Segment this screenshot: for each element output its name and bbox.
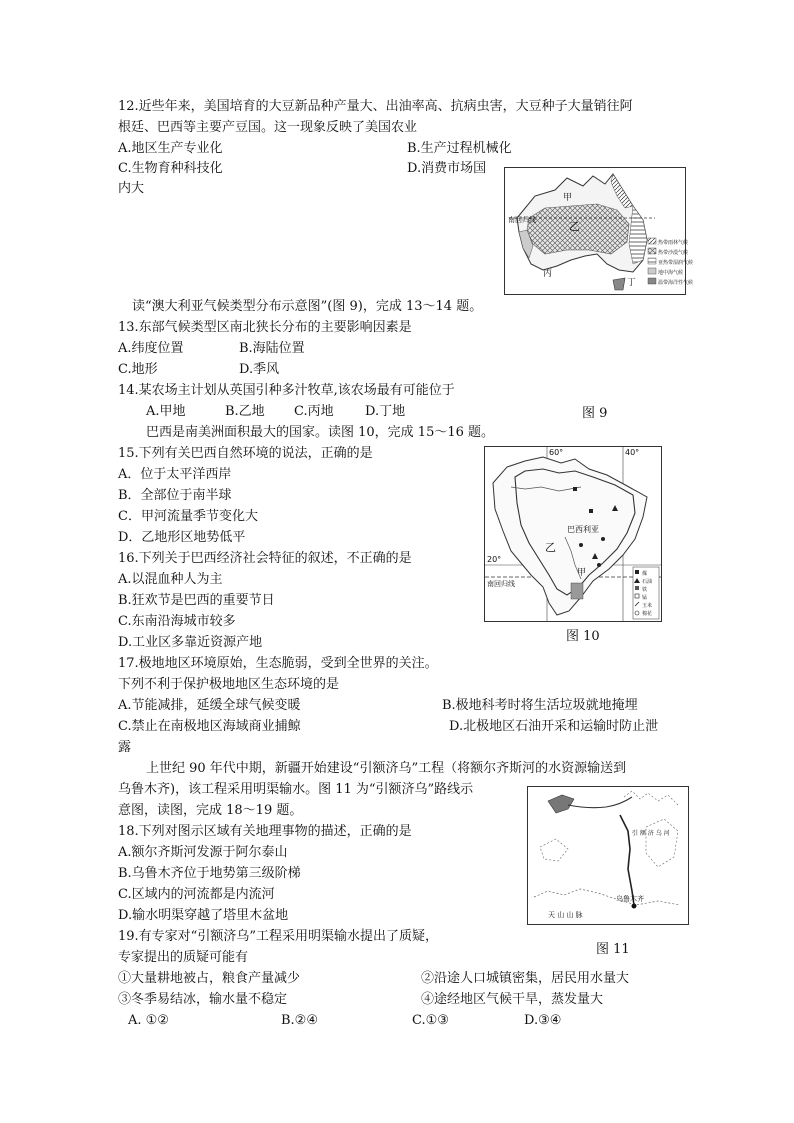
fig11-label-urumqi: 乌鲁木齐 (616, 895, 644, 903)
q13-option-b: B.海陆位置 (239, 341, 305, 356)
q16-option-d: D.工业区多靠近资源产地 (118, 635, 263, 650)
q12-option-c: C.生物育种科技化 (118, 161, 223, 176)
figure-10-brazil-map (484, 446, 662, 622)
figure-11-route-map (527, 786, 689, 925)
fig10-legend-item: 棉花 (642, 611, 653, 617)
intro-13-14: 读“澳大利亚气候类型分布示意图”(图 9)，完成 13～14 题。 (132, 299, 483, 314)
q19-stem-line2: 专家提出的质疑可能有 (118, 950, 249, 965)
fig10-legend (633, 567, 659, 619)
q14-option-c: C.丙地 (294, 404, 334, 419)
intro-18-19-line2: 乌鲁木齐)，该工程采用明渠输水。图 11 为“引额济乌”路线示 (118, 782, 474, 797)
figure-10-caption: 图 10 (566, 629, 600, 644)
q16-option-a: A.以混血种人为主 (118, 572, 223, 587)
canal-route (620, 815, 634, 905)
fig10-legend-item: 铁 (642, 587, 648, 593)
q17-option-b: B.极地科考时将生活垃圾就地掩埋 (442, 698, 638, 713)
q17-stem-line2: 下列不利于保护极地地区生态环境的是 (118, 677, 340, 692)
q14-option-d: D.丁地 (365, 404, 406, 419)
q13-stem: 13.东部气候类型区南北狭长分布的主要影响因素是 (118, 320, 412, 335)
q19-statement-3: ③冬季易结冰，输水量不稳定 (118, 992, 288, 1007)
q12-option-d: D.消费市场国 (407, 161, 487, 176)
fig9-label-ding: 丁 (627, 278, 637, 288)
q17-option-d-continued: 露 (118, 740, 132, 755)
fig9-label-bing: 丙 (543, 269, 553, 279)
intro-18-19-line3: 意图，读图，完成 18～19 题。 (118, 803, 303, 818)
urumqi-marker (632, 904, 637, 909)
q15-option-b: B．全部位于南半球 (118, 488, 232, 503)
fig9-label-jia: 甲 (563, 193, 573, 203)
q19-option-c: C.①③ (412, 1013, 449, 1028)
fig10-legend-item: 玉米 (642, 603, 653, 609)
fig9-legend-item: 亚热带湿润气候 (658, 260, 694, 266)
fig9-tropic-label: 南回归线 (508, 216, 536, 224)
q16-option-b: B.狂欢节是巴西的重要节日 (118, 593, 275, 608)
fig9-legend (648, 238, 693, 286)
fig10-tropic-label: 南回归线 (487, 580, 515, 588)
q19-statement-2: ②沿途人口城镇密集，居民用水量大 (421, 971, 630, 986)
q13-option-c: C.地形 (118, 362, 158, 377)
q19-statement-4: ④途经地区气候干旱，蒸发量大 (421, 992, 604, 1007)
q12-option-a: A.地区生产专业化 (118, 141, 223, 156)
q14-option-b: B.乙地 (225, 404, 265, 419)
q13-option-d: D.季风 (239, 362, 280, 377)
q19-option-a: A. ①② (128, 1013, 169, 1028)
figure-9-caption: 图 9 (582, 406, 608, 421)
q18-option-c: C.区域内的河流都是内流河 (118, 887, 275, 902)
q14-option-a: A.甲地 (146, 404, 186, 419)
q16-stem: 16.下列关于巴西经济社会特征的叙述，不正确的是 (118, 551, 412, 566)
fig9-legend-item: 温带海洋性气候 (658, 280, 694, 286)
q18-option-a: A.额尔齐斯河发源于阿尔泰山 (118, 845, 288, 860)
irtysh-river (568, 797, 632, 808)
q19-option-d: D.③④ (524, 1013, 562, 1028)
fig10-label-yi: 乙 (545, 541, 556, 554)
q12-option-d-continued: 内大 (118, 181, 145, 196)
fig10-legend-item: 石油 (642, 579, 653, 585)
figure-11-caption: 图 11 (596, 942, 630, 957)
fig11-label-canal: 引 额 济 乌 河 (632, 830, 670, 837)
fig10-legend-item: 煤 (642, 571, 648, 577)
q18-stem: 18.下列对图示区域有关地理事物的描述，正确的是 (118, 824, 412, 839)
lake (548, 795, 574, 813)
q17-stem-line1: 17.极地地区环境原始，生态脆弱，受到全世界的关注。 (118, 656, 438, 671)
q18-option-d: D.输水明渠穿越了塔里木盆地 (118, 908, 289, 923)
fig9-legend-item: 地中海气候 (658, 270, 684, 276)
q12-stem-line1: 12.近些年来，美国培育的大豆新品种产量大、出油率高、抗病虫害，大豆种子大量销往阿 (118, 99, 633, 114)
fig10-label-brasilia: 巴西利亚 (567, 525, 599, 534)
q17-option-a: A.节能减排，延缓全球气候变暖 (118, 698, 301, 713)
q19-stem-line1: 19.有专家对“引额济乌”工程采用明渠输水提出了质疑， (118, 929, 438, 944)
q15-stem: 15.下列有关巴西自然环境的说法，正确的是 (118, 446, 373, 461)
q15-option-c: C．甲河流量季节变化大 (118, 509, 258, 524)
q12-option-b: B.生产过程机械化 (407, 141, 512, 156)
q17-option-d: D.北极地区石油开采和运输时防止泄 (449, 719, 659, 734)
fig9-legend-item: 热带雨林气候 (658, 240, 689, 246)
q12-stem-line2: 根廷、巴西等主要产豆国。这一现象反映了美国农业 (118, 120, 418, 135)
q19-option-b: B.②④ (281, 1013, 318, 1028)
q14-stem: 14.某农场主计划从英国引种多汁牧草,该农场最有可能位于 (118, 383, 455, 398)
q16-option-c: C.东南沿海城市较多 (118, 614, 236, 629)
q15-option-a: A．位于太平洋西岸 (118, 467, 232, 482)
fig11-label-tianshan: 天 山 山 脉 (548, 911, 583, 919)
fig10-legend-item: 锰 (642, 595, 648, 601)
q17-option-c: C.禁止在南极地区海域商业捕鲸 (118, 719, 301, 734)
intro-15-16: 巴西是南美洲面积最大的国家。读图 10，完成 15～16 题。 (146, 425, 495, 440)
fig9-legend-item: 热带沙漠气候 (658, 250, 689, 256)
fig10-lat20: 20° (487, 555, 502, 564)
fig10-lon60: 60° (549, 448, 564, 457)
fig9-label-yi: 乙 (569, 220, 580, 233)
q13-option-a: A.纬度位置 (118, 341, 184, 356)
fig10-label-jia: 甲 (577, 568, 587, 578)
q18-option-b: B.乌鲁木齐位于地势第三级阶梯 (118, 866, 301, 881)
q15-option-d: D．乙地形区地势低平 (118, 530, 246, 545)
figure-9-australia-climate-map (504, 167, 694, 295)
q19-statement-1: ①大量耕地被占，粮食产量减少 (118, 971, 301, 986)
fig10-lon40: 40° (625, 448, 640, 457)
intro-18-19-line1: 上世纪 90 年代中期，新疆开始建设“引额济乌”工程（将额尔齐斯河的水资源输送到 (146, 761, 627, 776)
